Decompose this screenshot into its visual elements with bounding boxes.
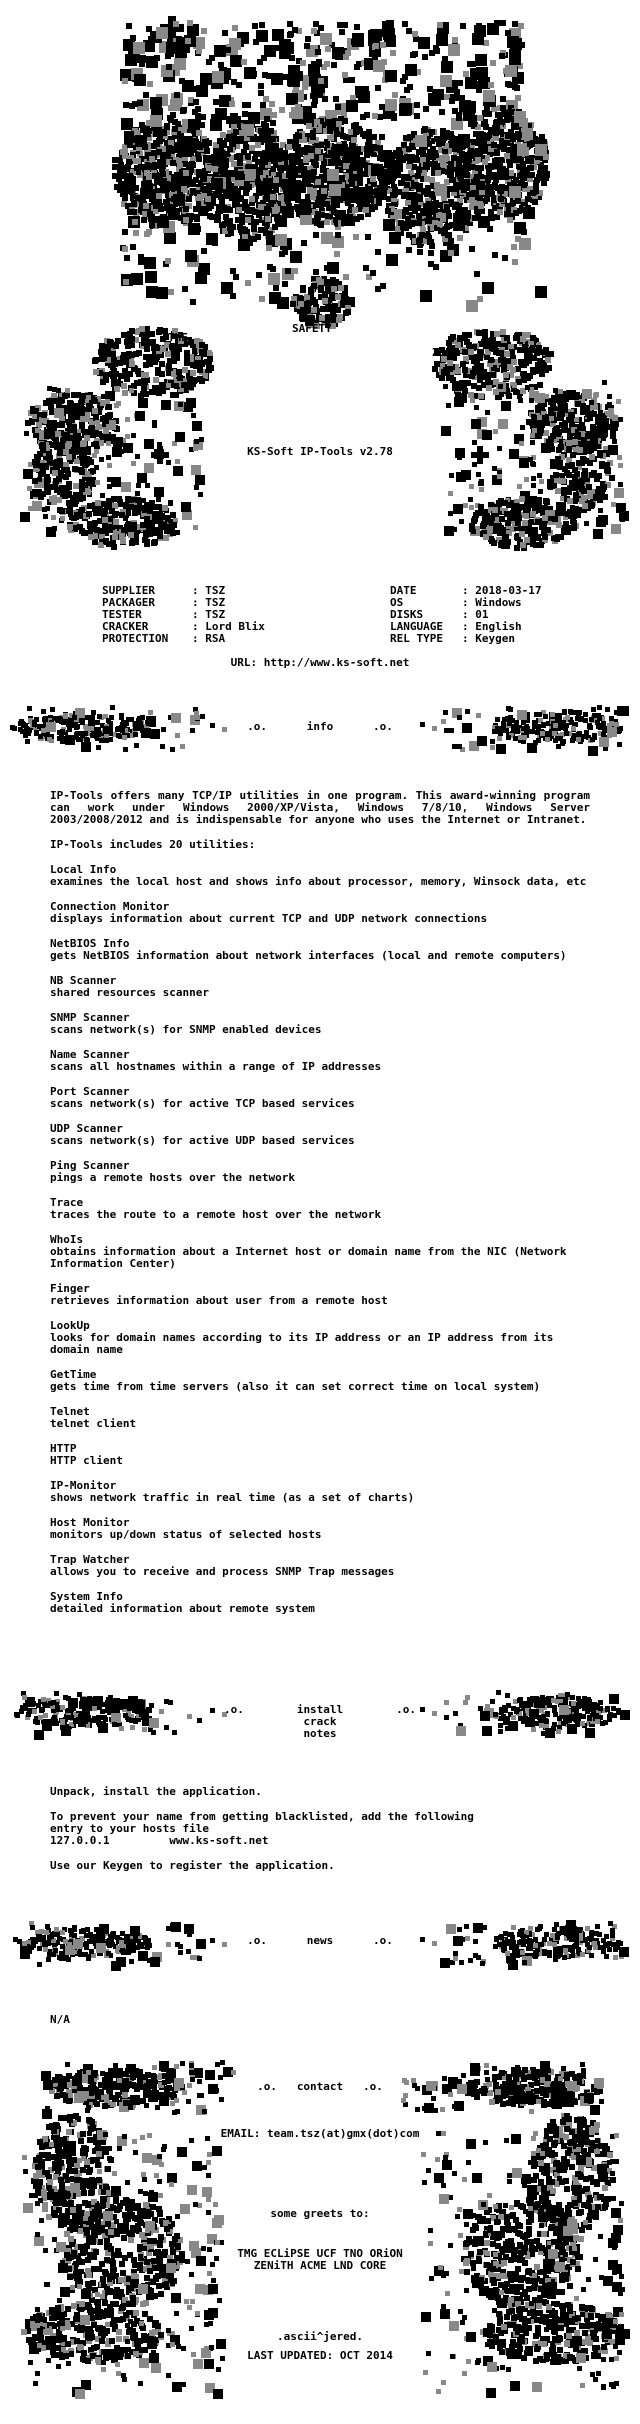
- utility-name: UDP Scanner: [50, 1122, 123, 1135]
- utility-name: NetBIOS Info: [50, 937, 130, 950]
- utility-item: [50, 1443, 590, 1467]
- utility-name: Trace: [50, 1196, 84, 1209]
- news-text: N/A: [50, 2013, 70, 2026]
- info-row: SUPPLIER : TSZ: [102, 584, 226, 597]
- utility-name: System Info: [50, 1590, 123, 1603]
- info-intro: IP-Tools offers many TCP/IP utilities in one program. This award-winning program can work under Windows 2000/XP/Vista, Windows 7/8/10, Windows Server 2003/2008/2012 and is indispensable for anyone who uses the Internet or Intranet.: [50, 789, 590, 826]
- utility-item: [50, 1012, 590, 1036]
- utility-item: [50, 1234, 590, 1270]
- utility-item: [50, 975, 590, 999]
- install-line-1: Unpack, install the application.: [50, 1785, 262, 1798]
- utility-description: pings a remote hosts over the network: [50, 1171, 296, 1184]
- utility-name: GetTime: [50, 1368, 97, 1381]
- info-includes: IP-Tools includes 20 utilities:: [50, 838, 256, 851]
- info-row: REL TYPE : Keygen: [390, 632, 515, 645]
- section-header-install: .o. install .o.: [223, 1703, 417, 1716]
- utility-item: [50, 1160, 590, 1184]
- utility-name: WhoIs: [50, 1233, 84, 1246]
- utility-item: [50, 1480, 590, 1504]
- utility-name: LookUp: [50, 1319, 90, 1332]
- utility-item: [50, 1320, 590, 1356]
- utility-name: Local Info: [50, 863, 117, 876]
- greets-title: some greets to:: [270, 2207, 370, 2220]
- section-header-contact: .o. contact .o.: [257, 2080, 383, 2093]
- install-body: [50, 1786, 590, 1872]
- utility-name: HTTP: [50, 1442, 77, 1455]
- utility-item: [50, 1591, 590, 1615]
- utility-description: displays information about current TCP and UDP network connections: [50, 912, 488, 925]
- last-updated: LAST UPDATED: OCT 2014: [247, 2349, 393, 2362]
- info-row: DATE : 2018-03-17: [390, 584, 542, 597]
- utility-description: looks for domain names according to its IP address or an IP address from its domain name: [50, 1331, 554, 1356]
- install-line-2a: To prevent your name from getting blacklisted, add the following: [50, 1810, 474, 1823]
- utility-name: SNMP Scanner: [50, 1011, 130, 1024]
- utility-description: scans network(s) for active TCP based services: [50, 1097, 355, 1110]
- utility-name: Telnet: [50, 1405, 90, 1418]
- logo-safety: SAFETY: [292, 322, 332, 335]
- utility-item: [50, 1123, 590, 1147]
- utility-description: telnet client: [50, 1417, 137, 1430]
- utility-description: examines the local host and shows info about processor, memory, Winsock data, etc: [50, 875, 587, 888]
- utility-item: [50, 1197, 590, 1221]
- utility-item: [50, 1554, 590, 1578]
- info-row: TESTER : TSZ: [102, 608, 226, 621]
- info-row: CRACKER : Lord Blix: [102, 620, 265, 633]
- utility-item: [50, 938, 590, 962]
- utility-item: [50, 1086, 590, 1110]
- utility-description: retrieves information about user from a remote host: [50, 1294, 388, 1307]
- utility-name: Port Scanner: [50, 1085, 130, 1098]
- install-line-3: Use our Keygen to register the application.: [50, 1859, 335, 1872]
- utility-item: [50, 1369, 590, 1393]
- utility-name: IP-Monitor: [50, 1479, 117, 1492]
- utility-description: monitors up/down status of selected hosts: [50, 1528, 322, 1541]
- section-header-news: .o. news .o.: [247, 1934, 393, 1947]
- utility-list: [50, 864, 590, 1615]
- utility-description: HTTP client: [50, 1454, 123, 1467]
- contact-email: EMAIL: team.tsz(at)gmx(dot)com: [220, 2127, 420, 2140]
- section-header-info: .o. info .o.: [247, 720, 393, 733]
- utility-description: allows you to receive and process SNMP Trap messages: [50, 1565, 395, 1578]
- section-header-crack: crack: [303, 1715, 337, 1728]
- utility-name: Trap Watcher: [50, 1553, 130, 1566]
- url-line: URL: http://www.ks-soft.net: [230, 656, 410, 669]
- utility-description: detailed information about remote system: [50, 1602, 315, 1615]
- utility-name: Name Scanner: [50, 1048, 130, 1061]
- logo-the: THE: [168, 331, 188, 344]
- utility-name: NB Scanner: [50, 974, 117, 987]
- utility-description: shared resources scanner: [50, 986, 209, 999]
- utility-description: gets time from time servers (also it can set correct time on local system): [50, 1380, 541, 1393]
- release-title: KS-Soft IP-Tools v2.78: [247, 445, 393, 458]
- utility-description: traces the route to a remote host over the network: [50, 1208, 382, 1221]
- section-header-notes: notes: [303, 1727, 337, 1740]
- info-row: DISKS : 01: [390, 608, 489, 621]
- utility-name: Finger: [50, 1282, 90, 1295]
- utility-description: obtains information about a Internet host or domain name from the NIC (Network Information Center): [50, 1245, 567, 1270]
- utility-name: Connection Monitor: [50, 900, 170, 913]
- release-info-right: [390, 585, 541, 645]
- info-row: PROTECTION : RSA: [102, 632, 226, 645]
- art-credit: .ascii^jered.: [276, 2330, 364, 2343]
- info-row: PACKAGER : TSZ: [102, 596, 226, 609]
- utility-description: scans network(s) for SNMP enabled devices: [50, 1023, 322, 1036]
- utility-item: [50, 1283, 590, 1307]
- utility-name: Ping Scanner: [50, 1159, 130, 1172]
- utility-name: Host Monitor: [50, 1516, 130, 1529]
- info-row: LANGUAGE : English: [390, 620, 522, 633]
- utility-item: [50, 864, 590, 888]
- logo-zone: ZONE: [432, 346, 459, 359]
- install-line-2b: entry to your hosts file: [50, 1822, 209, 1835]
- utility-item: [50, 901, 590, 925]
- utility-item: [50, 1517, 590, 1541]
- info-body: [50, 790, 590, 1628]
- utility-description: shows network traffic in real time (as a set of charts): [50, 1491, 415, 1504]
- utility-item: [50, 1049, 590, 1073]
- utility-description: scans network(s) for active UDP based services: [50, 1134, 355, 1147]
- install-hosts-entry: 127.0.0.1 www.ks-soft.net: [50, 1834, 269, 1847]
- utility-description: scans all hostnames within a range of IP addresses: [50, 1060, 382, 1073]
- utility-item: [50, 1406, 590, 1430]
- utility-description: gets NetBIOS information about network interfaces (local and remote computers): [50, 949, 567, 962]
- info-row: OS : Windows: [390, 596, 522, 609]
- release-info-left: [102, 585, 265, 645]
- greets-line-2: ZENiTH ACME LND CORE: [253, 2259, 387, 2272]
- greets-line-1: TMG ECLiPSE UCF TNO ORiON: [237, 2247, 403, 2260]
